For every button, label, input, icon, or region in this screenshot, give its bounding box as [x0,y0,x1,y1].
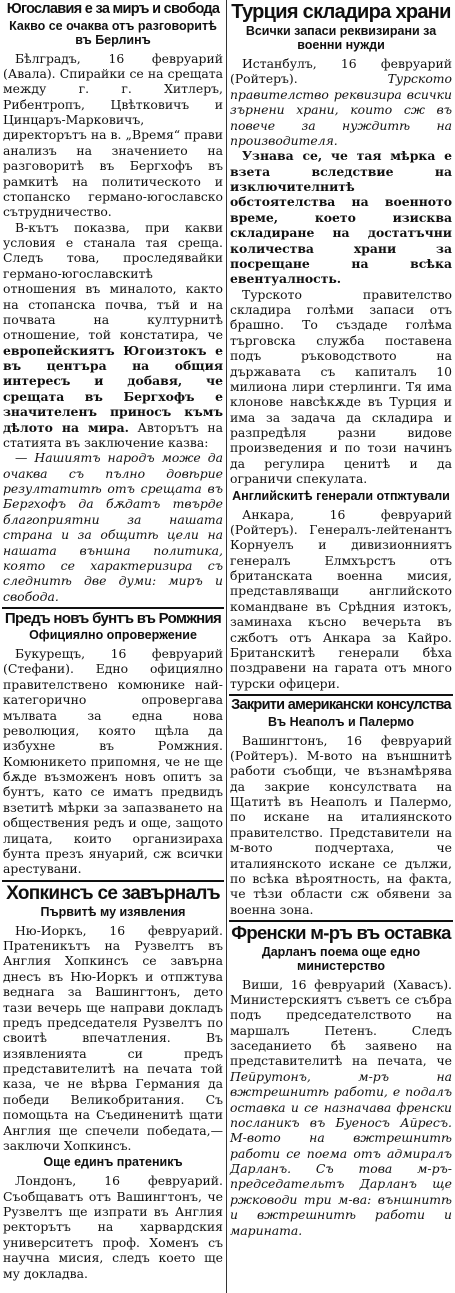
article-consulates [229,698,453,922]
section-subheadline: Още единъ пратеникъ [43,1155,183,1170]
subheadline: Какво се очаква отъ разговоритѣ въ Берлинъ [9,18,217,47]
paragraph [230,56,452,148]
paragraph: Бѣлградъ, 16 февруарий (Авала). Спирайки се на срещата между г. г. Хитлеръ, Рибентропъ, Цвѣтковичъ и Цинцаръ-Марковичъ, директорътъ на в. „Время“ прави анализъ на значението на разговоритѣ въ Бергхофъ въ рамкитѣ на политическото и стопанско германо-югославско сътрудничество. [3,50,223,220]
article-turkey [229,2,453,696]
italic-run: Турското правителство реквизира всички зърнени храни, които сж въ повече за нуждитѣ на производителя. [230,71,452,148]
paragraph [230,977,452,1238]
left-column [2,0,224,1284]
column-divider [226,0,227,1293]
subheadline: Въ Неаполъ и Палермо [268,714,414,729]
paragraph: Турското правителство складира голѣми запаси отъ брашно. То създаде голѣма търговска служба поставена подъ ръководството на държавата съ капиталъ 10 милиона лири стерлинги. Тя има клонове навсѣкѫде въ Турция и има за задача да складира и разпредѣля разни видове произведения и по този начинъ да регулира ценитѣ и да ограничи спекулата. [230,286,452,487]
headline: Закрити американски консулства [231,697,451,713]
subheadline: Всички запаси реквизирани за военни нужди [245,24,437,52]
subheadline: Първитѣ му изявления [40,904,186,919]
subheadline: Официялно опровержение [29,628,197,642]
paragraph: Букурещъ, 16 февруарий (Стефани). Едно официялно правителствено комюнике най-категорично опровергава мълвата за една нова революция, която щѣла да избухне въ Ромжния. Комюникето припомня, че не ще бѫде възможенъ новъ опитъ за бунтъ, като се иматъ предвидъ взетитѣ мѣрки за запазването на обществения редъ и още, защото лицата, които организираха бунта презъ януарий, сж всички арестувани. [3,646,223,877]
paragraph: Ню-Иоркъ, 16 февруарий. Пратеникътъ на Рузвелтъ въ Англия Хопкинсъ се завърна днесъ въ Ню-Иоркъ и отпжтува веднага за Вашингтонъ, дето тази вечерь ще направи докладъ предъ председателя Рузвелтъ по своитѣ впечатления. Въ изявленията си предъ представителитѣ на печата той каза, че не вѣрва Германия да победи Великобритания. Съ помощьта на Съединенитѣ щати Англия ще спечели победата,— заключи Хопкинсъ. [3,922,223,1153]
headline: Турция складира храни [231,1,451,23]
headline: Югославия е за миръ и свобода [6,1,220,17]
paragraph: Вашингтонъ, 16 февруарий (Ройтеръ). М-вото на външнитѣ работи съобщи, че възнамѣрява да закрие консулствата на Щатитѣ въ Неаполъ и Палермо, по искане на италиянското правителство. Представители на м-вото подчертаха, че италиянското искане се дължи, по всѣка вѣроятность, на факта, че тѣзи области сж обявени за военна зона. [230,732,452,917]
bold-run: европейскиятъ Югоизтокъ е въ центъра на общия интересъ и добавя, че срещата въ Бергхофъ е значителенъ приносъ къмъ дѣлото на мира. [3,342,223,435]
article-france [229,924,453,1241]
quote-paragraph: — Нашиятъ народъ може да очаква съ пълно довѣрие резултатитѣ отъ срещата въ Бергхофъ да бѫдатъ твърде благоприятни за нашата страна и за общитѣ цели на нашата външна политика, която се характеризира съ следнитѣ две думи: миръ и свобода. [3,450,223,604]
text-run: Истанбулъ, 16 февруарий (Ройтеръ). [230,56,452,87]
headline: Предъ новъ бунтъ въ Ромжния [4,610,222,627]
text-run: Виши, 16 февруарий (Хавасъ). Министерскиятъ съветъ се събра подъ председателството на маршалъ Петенъ. Следъ заседанието бѣ заявено на представителитѣ на печата, че [230,976,452,1069]
article-yugoslavia [2,2,224,609]
section-subheadline: Английскитѣ генерали отпжтували [232,488,450,503]
headline: Хопкинсъ се завърналъ [6,882,220,904]
paragraph: Лондонъ, 16 февруарий. Съобщаватъ отъ Вашингтонъ, че Рузвелтъ ще изпрати въ Англия ректорътъ на харвардския университетъ проф. Хоменъ съ научна мисия, следъ което ще му докладва. [3,1173,223,1281]
headline: Френски м-ръ въ оставка [231,922,451,943]
italic-run: Пейрутонъ, м-ръ на вжтрешнитѣ работи, е подалъ оставка и се назначава френски посланикъ въ Буеносъ Айресъ. М-вото на вжтрешнитѣ работи се поема отъ адмиралъ Дарланъ. Съ това м-ръ-председательтъ Дарланъ ще ржководи три м-ва: външнитѣ и вжтрешнитѣ работи и марината. [230,1068,452,1238]
subheadline: Дарланъ поема още едно министерство [261,944,421,973]
text-run: В-кътъ показва, при какви условия е станала тая среща. Следъ това, проследявайки германо-югославскитѣ отношения въ миналото, както на стопанска почва, тъй и на почвата на културнитѣ отношение, той констатира, че [3,219,223,343]
right-column [229,0,453,1241]
bold-paragraph: Узнава се, че тая мѣрка е взета вследствие на изключителнитѣ обстоятелства на военното време, което изисква складиране на достатъчни количества храни за посрещане на всѣка евентуалность. [230,148,452,287]
article-hopkins [2,884,224,1284]
text-run: Авторътъ на статията въ заключение казва: [3,419,223,450]
article-romania [2,611,224,882]
paragraph [3,220,223,451]
paragraph: Анкара, 16 февруарий (Ройтеръ). Генералъ-лейтенантъ Корнуелъ и дивизионниятъ генералъ Елмхърстъ отъ британската военна мисия, представляващи английското командване въ Срѣдния изтокъ, заминаха късно вечерьта въ сжботъ отъ Анкара за Кайро. Британскитѣ генерали бѣха поздравени на гарата отъ много турски офицери. [230,506,452,691]
